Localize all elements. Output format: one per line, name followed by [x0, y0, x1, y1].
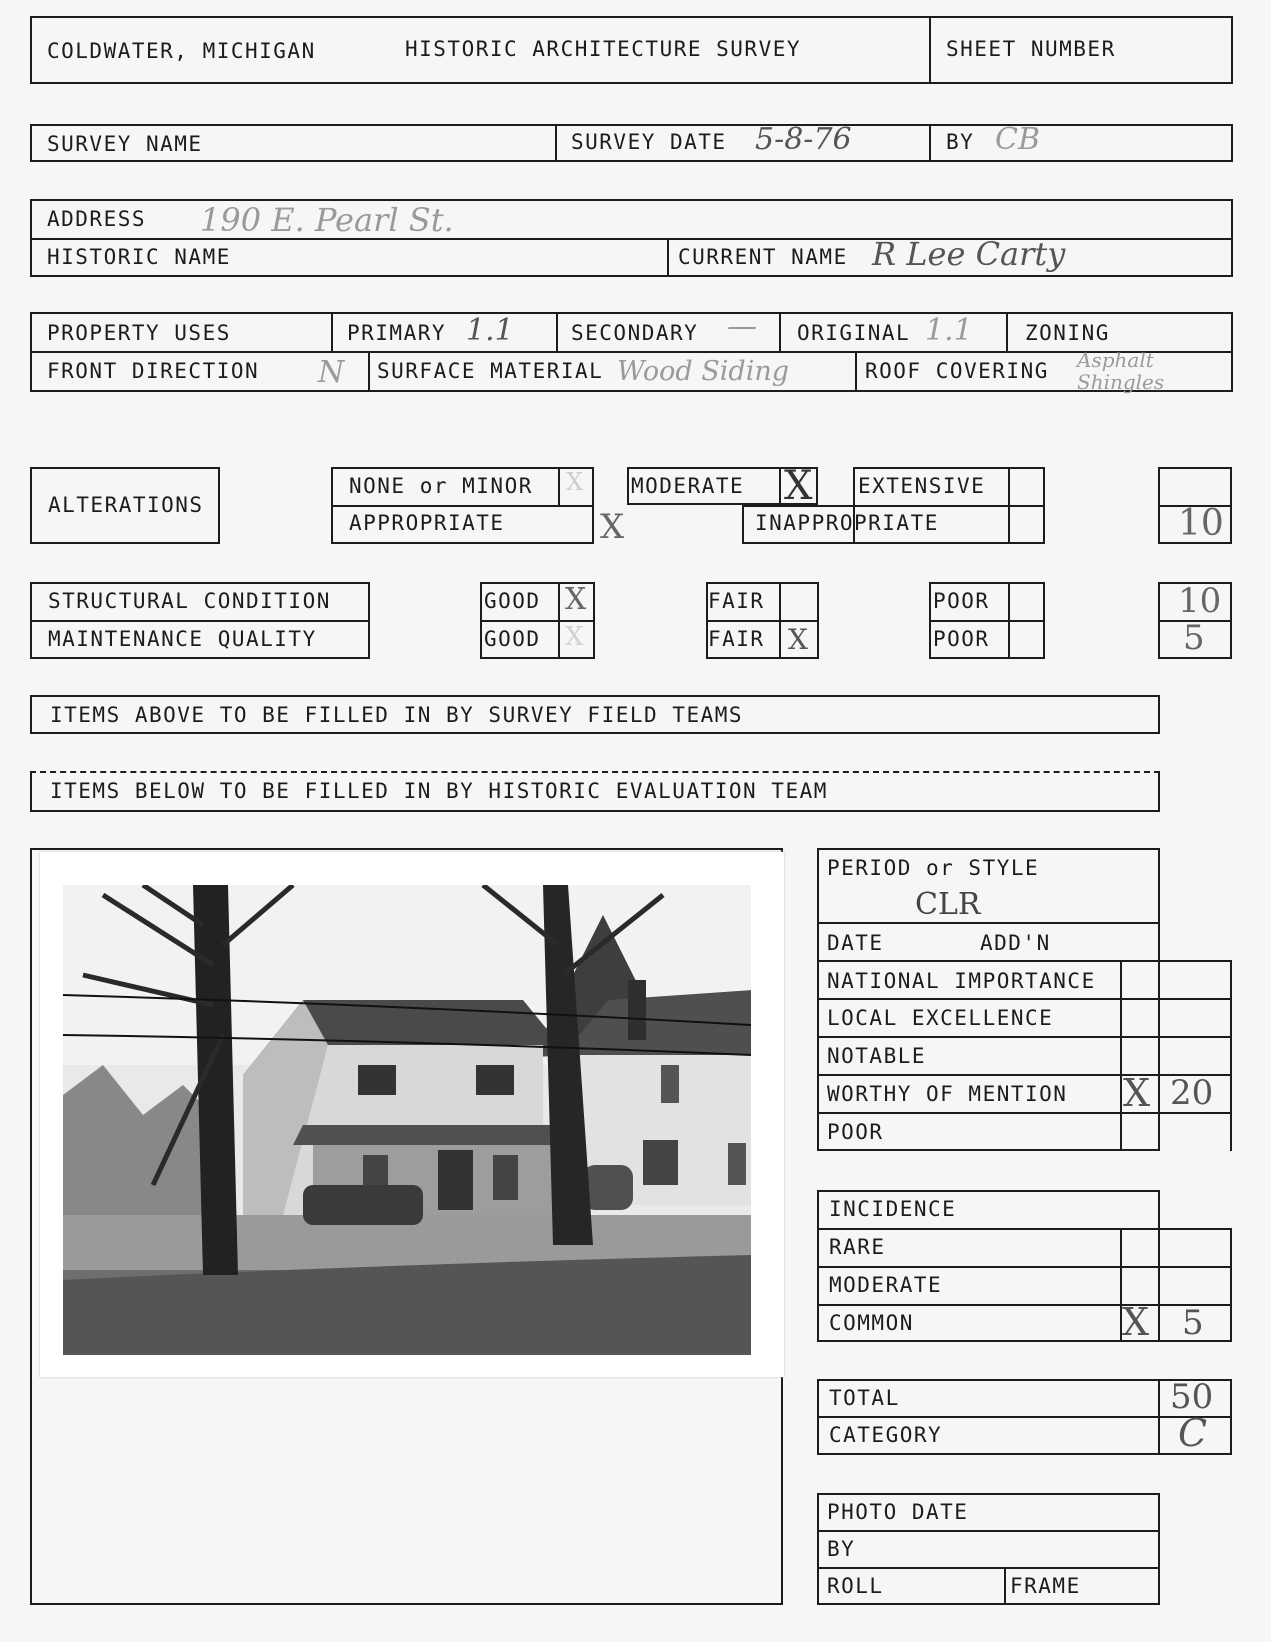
property-div-1	[331, 312, 333, 351]
period-value: CLR	[915, 887, 981, 922]
structural-fair-label: FAIR	[708, 589, 765, 613]
survey-by-label: BY	[946, 130, 975, 154]
property-uses-label: PROPERTY USES	[47, 321, 231, 345]
note-below-text: ITEMS BELOW TO BE FILLED IN BY HISTORIC EVALUATION TEAM	[50, 779, 828, 803]
poor-divider	[929, 620, 1045, 622]
alterations-label: ALTERATIONS	[48, 493, 204, 517]
roll-frame-divider	[1004, 1567, 1006, 1605]
extensive-row-divider	[742, 505, 1045, 507]
maintenance-score: 5	[1183, 618, 1205, 658]
none-minor-label: NONE or MINOR	[349, 474, 533, 498]
address-value: 190 E. Pearl St.	[200, 201, 454, 239]
roof-covering-value-1: Asphalt	[1077, 348, 1154, 372]
address-label: ADDRESS	[47, 207, 147, 231]
total-label: TOTAL	[829, 1386, 900, 1410]
alterations-score: 10	[1178, 503, 1224, 544]
maintenance-good-mark: X	[565, 622, 584, 652]
common-score: 5	[1182, 1303, 1204, 1343]
photo-info-div-1	[817, 1530, 1160, 1532]
totals-score-edge	[1158, 1379, 1160, 1455]
alt-row-divider-left	[331, 505, 594, 507]
moderate-label: MODERATE	[631, 474, 745, 498]
note-above-text: ITEMS ABOVE TO BE FILLED IN BY SURVEY FIELD TEAMS	[50, 703, 744, 727]
form-title: HISTORIC ARCHITECTURE SURVEY	[405, 37, 802, 61]
survey-divider-2	[929, 124, 931, 162]
condition-label-divider	[30, 620, 370, 622]
secondary-value: —	[727, 309, 757, 344]
worthy-score: 20	[1170, 1073, 1214, 1113]
worthy-mark: X	[1123, 1071, 1151, 1115]
eval-div-1	[817, 922, 1160, 924]
address-col-divider	[667, 238, 669, 277]
house-photograph	[63, 885, 751, 1355]
maintenance-poor-label: POOR	[933, 627, 990, 651]
building-photo	[40, 852, 784, 1377]
incidence-label: INCIDENCE	[829, 1197, 957, 1221]
structural-poor-label: POOR	[933, 589, 990, 613]
primary-label: PRIMARY	[347, 321, 447, 345]
historic-name-label: HISTORIC NAME	[47, 245, 231, 269]
rare-label: RARE	[829, 1235, 886, 1259]
inc-score-right	[1230, 1228, 1232, 1342]
secondary-label: SECONDARY	[571, 321, 699, 345]
extensive-label: EXTENSIVE	[858, 474, 986, 498]
appropriate-mark: X	[600, 507, 625, 547]
category-value: C	[1178, 1411, 1208, 1455]
poor-checkbox-edge	[1008, 582, 1010, 659]
roof-covering-value-2: Shingles	[1077, 370, 1165, 394]
local-excellence-label: LOCAL EXCELLENCE	[827, 1006, 1054, 1030]
structural-score: 10	[1178, 581, 1222, 621]
period-label: PERIOD or STYLE	[827, 856, 1040, 880]
fair-divider	[706, 620, 819, 622]
survey-date-value: 5-8-76	[755, 122, 852, 157]
property-div-2	[556, 312, 558, 351]
primary-value: 1.1	[466, 313, 514, 348]
photo-date-label: PHOTO DATE	[827, 1500, 969, 1524]
common-mark: X	[1122, 1300, 1150, 1344]
appropriate-label: APPROPRIATE	[349, 511, 505, 535]
original-value: 1.1	[925, 313, 973, 348]
moderate-mark: X	[784, 463, 813, 509]
survey-right-edge	[1231, 124, 1233, 162]
maintenance-fair-mark: X	[788, 623, 808, 656]
sheet-number-label: SHEET NUMBER	[946, 37, 1116, 61]
eval-checkbox-edge	[1120, 960, 1122, 1151]
property-div-5	[368, 351, 370, 392]
good-checkbox-edge	[558, 582, 560, 659]
maintenance-quality-label: MAINTENANCE QUALITY	[48, 627, 317, 651]
eval-poor-label: POOR	[827, 1120, 884, 1144]
inc-div-2	[817, 1266, 1232, 1268]
structural-good-mark: X	[565, 582, 587, 617]
roof-covering-label: ROOF COVERING	[865, 359, 1049, 383]
alt-none-checkbox-edge	[558, 467, 560, 505]
eval-score-right	[1230, 960, 1232, 1151]
structural-condition-label: STRUCTURAL CONDITION	[48, 589, 331, 613]
survey-divider-1	[555, 124, 557, 162]
photo-by-label: BY	[827, 1537, 856, 1561]
note-below-top	[30, 771, 1160, 773]
zoning-label: ZONING	[1025, 321, 1110, 345]
eval-div-4	[817, 1036, 1232, 1038]
city-label: COLDWATER, MICHIGAN	[47, 39, 316, 63]
surface-material-label: SURFACE MATERIAL	[377, 359, 604, 383]
maintenance-fair-label: FAIR	[708, 627, 765, 651]
total-value: 50	[1170, 1377, 1214, 1417]
inc-div-3	[817, 1304, 1232, 1306]
date-label: DATE	[827, 931, 884, 955]
incidence-moderate-label: MODERATE	[829, 1273, 943, 1297]
photo-info-div-2	[817, 1567, 1160, 1569]
property-div-4	[1006, 312, 1008, 351]
inc-div-1	[817, 1228, 1232, 1230]
none-minor-mark: X	[566, 468, 584, 496]
inc-bottom	[817, 1340, 1232, 1342]
frame-label: FRAME	[1010, 1574, 1081, 1598]
moderate-checkbox-edge	[779, 467, 781, 505]
survey-by-value: CB	[995, 122, 1040, 157]
structural-good-label: GOOD	[484, 589, 541, 613]
note-below-right	[1158, 771, 1160, 812]
surface-material-value: Wood Siding	[617, 356, 790, 387]
eval-div-3	[817, 998, 1232, 1000]
extensive-checkbox-edge	[1008, 467, 1010, 544]
survey-date-label: SURVEY DATE	[571, 130, 727, 154]
current-name-label: CURRENT NAME	[678, 245, 848, 269]
front-direction-label: FRONT DIRECTION	[47, 359, 260, 383]
roll-label: ROLL	[827, 1574, 884, 1598]
fair-checkbox-edge	[779, 582, 781, 659]
category-label: CATEGORY	[829, 1423, 943, 1447]
common-label: COMMON	[829, 1311, 914, 1335]
survey-name-label: SURVEY NAME	[47, 132, 203, 156]
inappropriate-label: INAPPROPRIATE	[755, 511, 939, 535]
property-div-6	[855, 351, 857, 392]
property-row-divider	[30, 351, 1233, 353]
current-name-value: R Lee Carty	[872, 235, 1066, 273]
note-below-bottom	[30, 810, 1160, 812]
header-divider	[929, 16, 931, 84]
notable-label: NOTABLE	[827, 1044, 927, 1068]
inappropriate-left-edge	[742, 505, 744, 544]
front-direction-value: N	[318, 355, 345, 390]
note-below-left	[30, 771, 32, 812]
property-div-3	[779, 312, 781, 351]
original-label: ORIGINAL	[797, 321, 911, 345]
eval-div-2	[817, 960, 1232, 962]
addn-label: ADD'N	[980, 931, 1051, 955]
inappropriate-bottom	[742, 542, 853, 544]
maintenance-good-label: GOOD	[484, 627, 541, 651]
national-importance-label: NATIONAL IMPORTANCE	[827, 969, 1096, 993]
worthy-of-mention-label: WORTHY OF MENTION	[827, 1082, 1068, 1106]
